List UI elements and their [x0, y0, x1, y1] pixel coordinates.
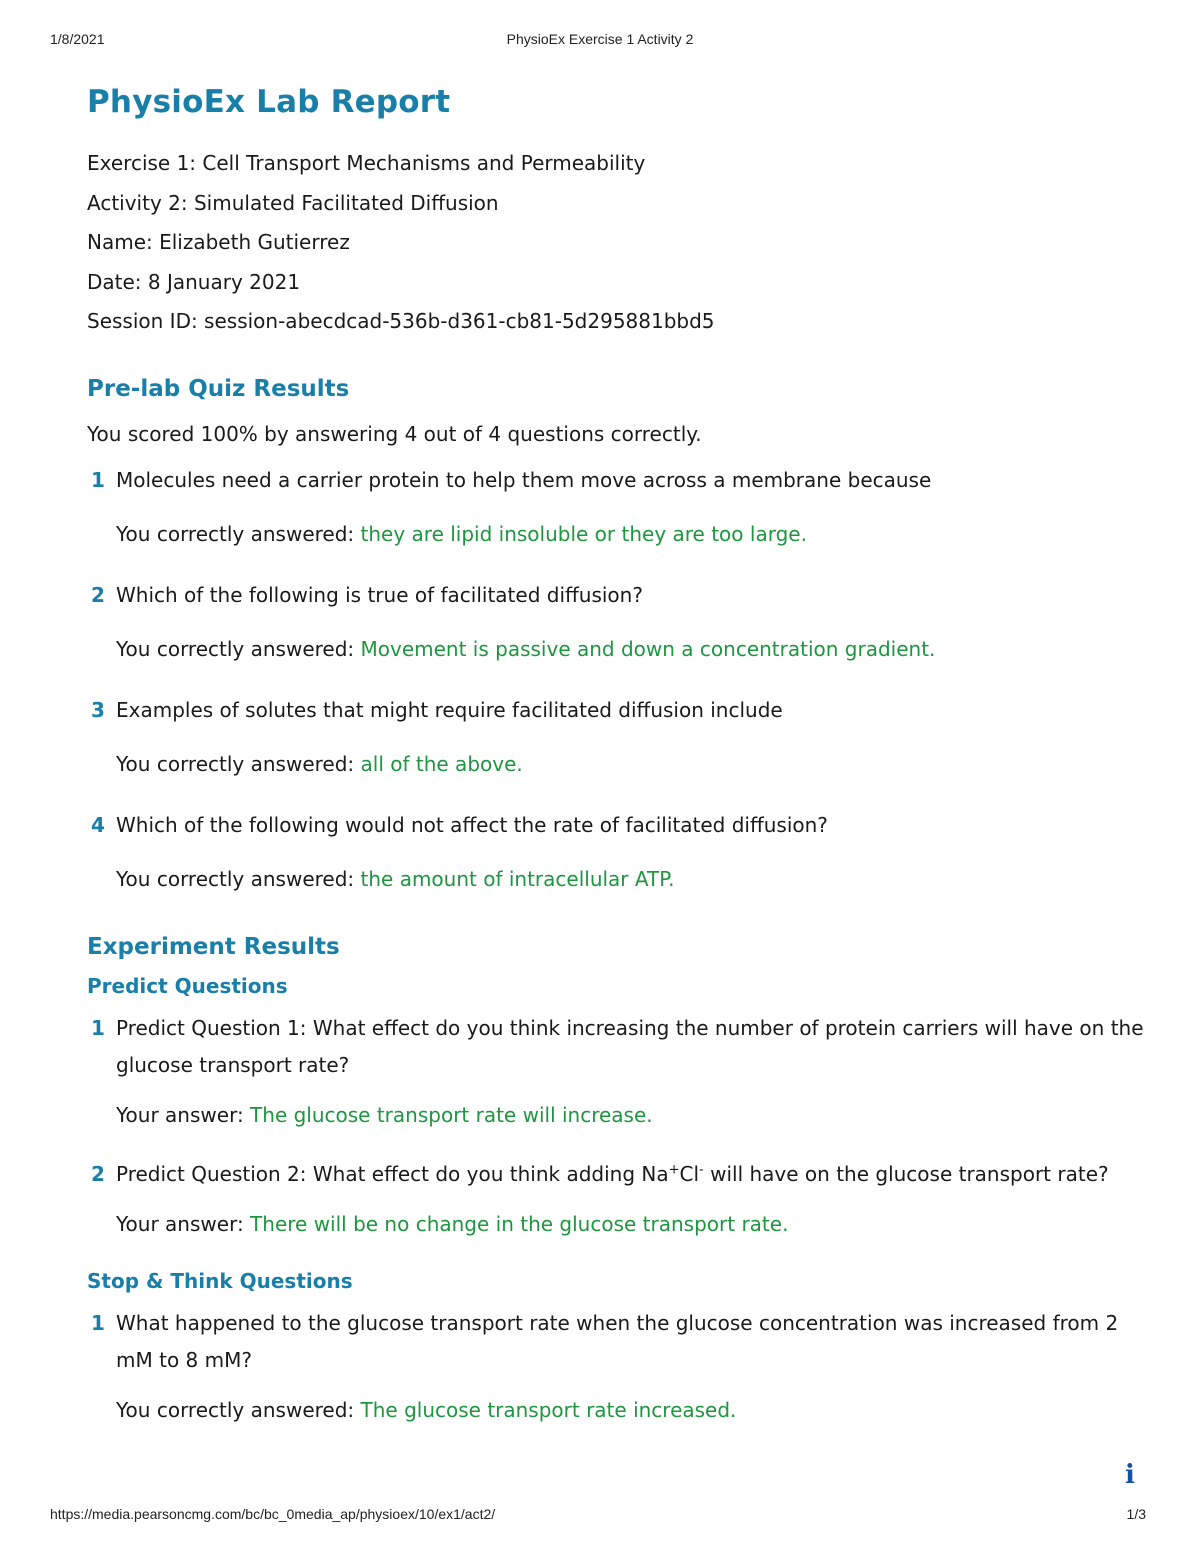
prelab-heading: Pre-lab Quiz Results	[87, 375, 350, 402]
session-line: Session ID: session-abecdcad-536b-d361-cb81-5d295881bbd5	[87, 309, 715, 333]
prelab-answer-4	[87, 864, 1147, 894]
question-number: 1	[91, 1310, 105, 1335]
question-text: Predict Question 1: What effect do you think increasing the number of protein carriers will have on the glucose transport rate?	[116, 1015, 1144, 1077]
predict-question-2	[87, 1156, 1147, 1193]
question-number: 2	[91, 1161, 105, 1186]
stop-think-question-1	[87, 1305, 1147, 1379]
report-title: PhysioEx Lab Report	[87, 84, 451, 120]
header-doc-title: PhysioEx Exercise 1 Activity 2	[506, 31, 694, 47]
answer-prefix: You correctly answered:	[116, 636, 361, 661]
answer-value: all of the above.	[360, 751, 523, 776]
answer-value: The glucose transport rate increased.	[360, 1397, 737, 1422]
footer-url[interactable]: https://media.pearsoncmg.com/bc/bc_0media_ap/physioex/10/ex1/act2/	[50, 1506, 496, 1522]
superscript-plus: +	[668, 1161, 680, 1177]
stop-think-answer-1	[87, 1395, 1147, 1425]
answer-value: they are lipid insoluble or they are too large.	[360, 521, 807, 546]
predict-question-1	[87, 1010, 1147, 1084]
prelab-question-3	[87, 692, 1147, 729]
question-number: 2	[91, 582, 105, 607]
name-line: Name: Elizabeth Gutierrez	[87, 230, 350, 254]
question-text: What happened to the glucose transport rate when the glucose concentration was increased from 2 mM to 8 mM?	[116, 1310, 1119, 1372]
answer-prefix: Your answer:	[116, 1211, 251, 1236]
prelab-question-1	[87, 462, 1147, 499]
answer-prefix: You correctly answered:	[116, 751, 361, 776]
superscript-minus: -	[699, 1161, 704, 1177]
prelab-answer-3	[87, 749, 1147, 779]
activity-line: Activity 2: Simulated Facilitated Diffusion	[87, 190, 499, 215]
question-number: 1	[91, 467, 105, 492]
footer-page-number: 1/3	[1126, 1506, 1146, 1522]
prelab-score: You scored 100% by answering 4 out of 4 questions correctly.	[87, 421, 702, 446]
answer-prefix: You correctly answered:	[116, 1397, 361, 1422]
prelab-question-4	[87, 807, 1147, 844]
experiment-heading: Experiment Results	[87, 933, 340, 960]
predict-answer-2	[87, 1209, 1147, 1239]
answer-prefix: You correctly answered:	[116, 521, 361, 546]
info-icon[interactable]: i	[1125, 1460, 1135, 1490]
answer-value: Movement is passive and down a concentration gradient.	[360, 636, 936, 661]
answer-value: the amount of intracellular ATP.	[360, 866, 675, 891]
predict-answer-1	[87, 1100, 1147, 1130]
question-text: Which of the following would not affect the rate of facilitated diffusion?	[116, 812, 828, 837]
exercise-line: Exercise 1: Cell Transport Mechanisms and Permeability	[87, 151, 646, 175]
question-number: 3	[91, 697, 105, 722]
question-number: 1	[91, 1015, 105, 1040]
question-text-part: Cl	[679, 1161, 700, 1186]
answer-value: The glucose transport rate will increase.	[250, 1102, 653, 1127]
answer-prefix: You correctly answered:	[116, 866, 361, 891]
report-content	[87, 84, 1147, 1425]
date-line: Date: 8 January 2021	[87, 269, 301, 294]
prelab-answer-2	[87, 634, 1147, 664]
header-date: 1/8/2021	[50, 31, 105, 47]
question-number: 4	[91, 812, 105, 837]
answer-prefix: Your answer:	[116, 1102, 251, 1127]
question-text-part: will have on the glucose transport rate?	[703, 1161, 1109, 1186]
question-text-part: Predict Question 2: What effect do you think adding Na	[116, 1161, 669, 1186]
question-text	[116, 1162, 1109, 1186]
prelab-answer-1	[87, 519, 1147, 549]
question-text: Which of the following is true of facilitated diffusion?	[116, 582, 643, 607]
question-text: Molecules need a carrier protein to help them move across a membrane because	[116, 467, 932, 492]
question-text: Examples of solutes that might require facilitated diffusion include	[116, 697, 783, 722]
predict-heading: Predict Questions	[87, 973, 288, 998]
answer-value: There will be no change in the glucose transport rate.	[250, 1211, 789, 1236]
stop-think-heading: Stop & Think Questions	[87, 1268, 353, 1293]
prelab-question-2	[87, 577, 1147, 614]
